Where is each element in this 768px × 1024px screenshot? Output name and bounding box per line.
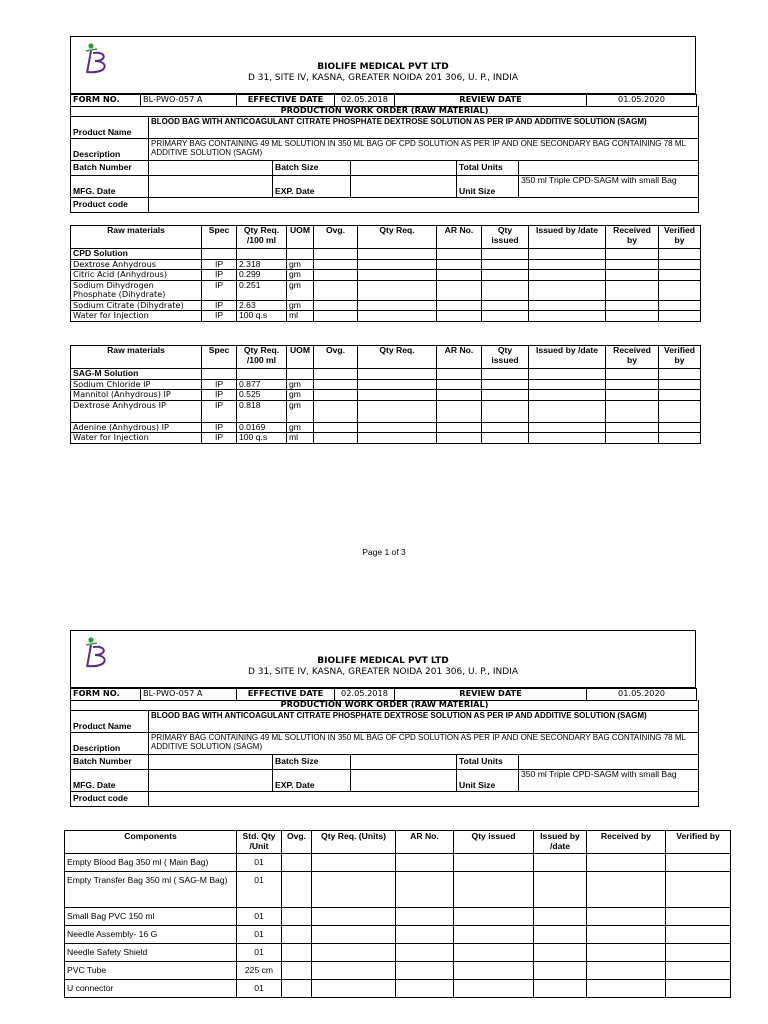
material-qty-per-100ml: 0.0169 xyxy=(237,422,287,433)
components-col-header: Components xyxy=(65,831,237,854)
product-code-label: Product code xyxy=(71,197,149,212)
material-uom: gm xyxy=(287,259,314,270)
material-name: Citric Acid (Anhydrous) xyxy=(71,270,202,281)
component-std-qty: 01 xyxy=(237,854,282,872)
received-by-field[interactable] xyxy=(587,980,666,998)
ar-no-field[interactable] xyxy=(396,908,454,926)
cpd-col-header: Qty issued xyxy=(482,226,529,249)
material-name: Water for Injection xyxy=(71,311,202,322)
qty-issued-field[interactable] xyxy=(454,980,534,998)
received-by-field[interactable] xyxy=(587,908,666,926)
issued-by-field[interactable] xyxy=(534,944,587,962)
component-name: Small Bag PVC 150 ml xyxy=(65,908,237,926)
sagm-col-header: Qty issued xyxy=(482,346,529,369)
cpd-col-header: AR No. xyxy=(437,226,482,249)
sagm-col-header: Received by xyxy=(606,346,659,369)
sagm-col-header: Ovg. xyxy=(314,346,358,369)
unit-size-value: 350 ml Triple CPD-SAGM with small Bag xyxy=(519,769,699,791)
component-std-qty: 01 xyxy=(237,872,282,908)
component-std-qty: 01 xyxy=(237,944,282,962)
cpd-col-header: Qty Req. xyxy=(358,226,437,249)
verified-by-field[interactable] xyxy=(666,944,731,962)
components-col-header: Std. Qty /Unit xyxy=(237,831,282,854)
form-no-label: FORM NO. xyxy=(71,689,141,701)
issued-by-field[interactable] xyxy=(534,854,587,872)
form-title: PRODUCTION WORK ORDER (RAW MATERIAL) xyxy=(71,700,699,710)
material-qty-per-100ml: 0.877 xyxy=(237,379,287,390)
product-code-field[interactable] xyxy=(149,791,699,806)
effective-date-label: EFFECTIVE DATE xyxy=(237,689,335,701)
ar-no-field[interactable] xyxy=(396,962,454,980)
cpd-col-header: Spec xyxy=(202,226,237,249)
sagm-col-header: Qty Req. /100 ml xyxy=(237,346,287,369)
mfg-date-label: MFG. Date xyxy=(71,175,149,197)
company-address: D 31, SITE IV, KASNA, GREATER NOIDA 201 306, U. P., INDIA xyxy=(247,73,519,83)
material-spec: IP xyxy=(202,300,237,311)
verified-by-field[interactable] xyxy=(666,962,731,980)
unit-size-value: 350 ml Triple CPD-SAGM with small Bag xyxy=(519,175,699,197)
ar-no-field[interactable] xyxy=(396,926,454,944)
material-uom: gm xyxy=(287,390,314,401)
ovg-field[interactable] xyxy=(282,854,312,872)
material-name: Sodium Chloride IP xyxy=(71,379,202,390)
components-col-header: Verified by xyxy=(666,831,731,854)
material-spec: IP xyxy=(202,280,237,300)
sagm-col-header: UOM xyxy=(287,346,314,369)
sagm-col-header: Spec xyxy=(202,346,237,369)
material-name: Sodium Citrate (Dihydrate) xyxy=(71,300,202,311)
issued-by-field[interactable] xyxy=(534,962,587,980)
form-no-value: BL-PWO-057 A xyxy=(141,95,237,107)
unit-size-label: Unit Size xyxy=(457,769,519,791)
material-qty-per-100ml: 0.299 xyxy=(237,270,287,281)
form-no-value: BL-PWO-057 A xyxy=(141,689,237,701)
qty-req-field[interactable] xyxy=(312,908,396,926)
sagm-col-header: Issued by /date xyxy=(529,346,606,369)
material-spec: IP xyxy=(202,400,237,422)
description-value: PRIMARY BAG CONTAINING 49 ML SOLUTION IN 350 ML BAG OF CPD SOLUTION AS PER IP AND ONE SECONDARY BAG CONTAINING 78 ML ADDITIVE SOLUTION (SAGM) xyxy=(149,732,699,754)
table-row xyxy=(65,980,731,998)
cpd-col-header: Issued by /date xyxy=(529,226,606,249)
cpd-section-label: CPD Solution xyxy=(71,249,202,260)
qty-req-field[interactable] xyxy=(312,872,396,908)
material-name: Water for Injection xyxy=(71,433,202,444)
material-qty-per-100ml: 0.251 xyxy=(237,280,287,300)
cpd-col-header: Ovg. xyxy=(314,226,358,249)
material-spec: IP xyxy=(202,259,237,270)
issued-by-field[interactable] xyxy=(534,908,587,926)
product-table-2 xyxy=(70,700,699,807)
verified-by-field[interactable] xyxy=(666,854,731,872)
material-spec: IP xyxy=(202,311,237,322)
batch-number-label: Batch Number xyxy=(71,160,149,175)
component-name: Needle Safety Shield xyxy=(65,944,237,962)
qty-req-field[interactable] xyxy=(312,962,396,980)
qty-req-field[interactable] xyxy=(312,980,396,998)
received-by-field[interactable] xyxy=(587,944,666,962)
ovg-field[interactable] xyxy=(282,962,312,980)
material-name: Adenine (Anhydrous) IP xyxy=(71,422,202,433)
material-uom: ml xyxy=(287,311,314,322)
component-std-qty: 01 xyxy=(237,908,282,926)
batch-size-field[interactable] xyxy=(351,754,457,769)
component-name: Empty Transfer Bag 350 ml ( SAG-M Bag) xyxy=(65,872,237,908)
components-col-header: Qty issued xyxy=(454,831,534,854)
product-name-value: BLOOD BAG WITH ANTICOAGULANT CITRATE PHOSPHATE DEXTROSE SOLUTION AS PER IP AND ADDITIVE SOLUTION (SAGM) xyxy=(149,116,699,138)
review-date-value: 01.05.2020 xyxy=(587,689,697,701)
effective-date-value: 02.05.2018 xyxy=(335,95,395,107)
table-row xyxy=(65,926,731,944)
cpd-col-header: Verified by xyxy=(659,226,701,249)
ovg-field[interactable] xyxy=(282,980,312,998)
component-std-qty: 01 xyxy=(237,926,282,944)
received-by-field[interactable] xyxy=(587,854,666,872)
company-name: BIOLIFE MEDICAL PVT LTD xyxy=(317,62,449,72)
material-spec: IP xyxy=(202,422,237,433)
material-name: Mannitol (Anhydrous) IP xyxy=(71,390,202,401)
sagm-col-header: Qty Req. xyxy=(358,346,437,369)
total-units-field[interactable] xyxy=(519,754,699,769)
sagm-col-header: Raw materials xyxy=(71,346,202,369)
unit-size-label: Unit Size xyxy=(457,175,519,197)
total-units-label: Total Units xyxy=(457,160,519,175)
batch-number-field[interactable] xyxy=(149,754,273,769)
description-label: Description xyxy=(71,732,149,754)
component-name: Needle Assembly- 16 G xyxy=(65,926,237,944)
received-by-field[interactable] xyxy=(587,926,666,944)
qty-req-field[interactable] xyxy=(312,944,396,962)
table-row xyxy=(65,872,731,908)
material-qty-per-100ml: 100 q.s xyxy=(237,433,287,444)
material-uom: gm xyxy=(287,379,314,390)
ar-no-field[interactable] xyxy=(396,944,454,962)
sagm-section-label: SAG-M Solution xyxy=(71,369,202,380)
issued-by-field[interactable] xyxy=(534,980,587,998)
qty-issued-field[interactable] xyxy=(454,872,534,908)
material-uom: gm xyxy=(287,280,314,300)
issued-by-field[interactable] xyxy=(534,872,587,908)
ovg-field[interactable] xyxy=(282,926,312,944)
table-row xyxy=(65,962,731,980)
exp-date-field[interactable] xyxy=(351,769,457,791)
verified-by-field[interactable] xyxy=(666,872,731,908)
cpd-col-header: Received by xyxy=(606,226,659,249)
qty-req-field[interactable] xyxy=(312,854,396,872)
material-uom: gm xyxy=(287,422,314,433)
verified-by-field[interactable] xyxy=(666,908,731,926)
received-by-field[interactable] xyxy=(587,962,666,980)
company-name: BIOLIFE MEDICAL PVT LTD xyxy=(317,656,449,666)
effective-date-value: 02.05.2018 xyxy=(335,689,395,701)
qty-issued-field[interactable] xyxy=(454,908,534,926)
material-qty-per-100ml: 2.318 xyxy=(237,259,287,270)
components-table xyxy=(64,830,731,998)
sagm-col-header: AR No. xyxy=(437,346,482,369)
cpd-col-header: Qty Req. /100 ml xyxy=(237,226,287,249)
material-name: Dextrose Anhydrous IP xyxy=(71,400,202,422)
company-address: D 31, SITE IV, KASNA, GREATER NOIDA 201 306, U. P., INDIA xyxy=(247,667,519,677)
components-col-header: Issued by /date xyxy=(534,831,587,854)
components-col-header: AR No. xyxy=(396,831,454,854)
components-header-row xyxy=(65,831,731,854)
components-col-header: Ovg. xyxy=(282,831,312,854)
page-number: Page 1 of 3 xyxy=(362,547,406,557)
qty-issued-field[interactable] xyxy=(454,854,534,872)
material-uom: gm xyxy=(287,300,314,311)
verified-by-field[interactable] xyxy=(666,980,731,998)
form-no-label: FORM NO. xyxy=(71,95,141,107)
product-name-value: BLOOD BAG WITH ANTICOAGULANT CITRATE PHOSPHATE DEXTROSE SOLUTION AS PER IP AND ADDITIVE SOLUTION (SAGM) xyxy=(149,710,699,732)
issued-by-field[interactable] xyxy=(534,926,587,944)
material-spec: IP xyxy=(202,379,237,390)
ovg-field[interactable] xyxy=(282,872,312,908)
qty-issued-field[interactable] xyxy=(454,944,534,962)
material-spec: IP xyxy=(202,433,237,444)
batch-size-label: Batch Size xyxy=(273,160,351,175)
batch-number-label: Batch Number xyxy=(71,754,149,769)
material-spec: IP xyxy=(202,390,237,401)
ovg-field[interactable] xyxy=(282,944,312,962)
review-date-label: REVIEW DATE xyxy=(395,689,587,701)
material-qty-per-100ml: 100 q.s xyxy=(237,311,287,322)
ovg-field[interactable] xyxy=(282,908,312,926)
total-units-label: Total Units xyxy=(457,754,519,769)
mfg-date-field[interactable] xyxy=(149,769,273,791)
material-uom: ml xyxy=(287,433,314,444)
review-date-label: REVIEW DATE xyxy=(395,95,587,107)
mfg-date-label: MFG. Date xyxy=(71,769,149,791)
description-label: Description xyxy=(71,138,149,160)
received-by-field[interactable] xyxy=(587,872,666,908)
qty-issued-field[interactable] xyxy=(454,962,534,980)
product-name-label: Product Name xyxy=(71,710,149,732)
material-name: Dextrose Anhydrous xyxy=(71,259,202,270)
components-col-header: Received by xyxy=(587,831,666,854)
component-name: Empty Blood Bag 350 ml ( Main Bag) xyxy=(65,854,237,872)
effective-date-label: EFFECTIVE DATE xyxy=(237,95,335,107)
material-qty-per-100ml: 2.63 xyxy=(237,300,287,311)
sagm-col-header: Verified by xyxy=(659,346,701,369)
component-std-qty: 01 xyxy=(237,980,282,998)
company-header-2 xyxy=(70,630,696,688)
table-row xyxy=(65,944,731,962)
material-uom: gm xyxy=(287,400,314,422)
exp-date-label: EXP. Date xyxy=(273,175,351,197)
material-spec: IP xyxy=(202,270,237,281)
form-title: PRODUCTION WORK ORDER (RAW MATERIAL) xyxy=(71,106,699,116)
product-code-label: Product code xyxy=(71,791,149,806)
component-std-qty: 225 cm xyxy=(237,962,282,980)
batch-size-label: Batch Size xyxy=(273,754,351,769)
table-row xyxy=(65,854,731,872)
components-col-header: Qty Req. (Units) xyxy=(312,831,396,854)
component-name: PVC Tube xyxy=(65,962,237,980)
table-row xyxy=(65,908,731,926)
ar-no-field[interactable] xyxy=(396,854,454,872)
cpd-col-header: UOM xyxy=(287,226,314,249)
ar-no-field[interactable] xyxy=(396,980,454,998)
description-value: PRIMARY BAG CONTAINING 49 ML SOLUTION IN 350 ML BAG OF CPD SOLUTION AS PER IP AND ONE SECONDARY BAG CONTAINING 78 ML ADDITIVE SOLUTION (SAGM) xyxy=(149,138,699,160)
review-date-value: 01.05.2020 xyxy=(587,95,697,107)
qty-issued-field[interactable] xyxy=(454,926,534,944)
material-name: Sodium Dihydrogen Phosphate (Dihydrate) xyxy=(71,280,202,300)
cpd-col-header: Raw materials xyxy=(71,226,202,249)
material-qty-per-100ml: 0.525 xyxy=(237,390,287,401)
verified-by-field[interactable] xyxy=(666,926,731,944)
component-name: U connector xyxy=(65,980,237,998)
qty-req-field[interactable] xyxy=(312,926,396,944)
exp-date-label: EXP. Date xyxy=(273,769,351,791)
product-name-label: Product Name xyxy=(71,116,149,138)
ar-no-field[interactable] xyxy=(396,872,454,908)
material-uom: gm xyxy=(287,270,314,281)
material-qty-per-100ml: 0.818 xyxy=(237,400,287,422)
